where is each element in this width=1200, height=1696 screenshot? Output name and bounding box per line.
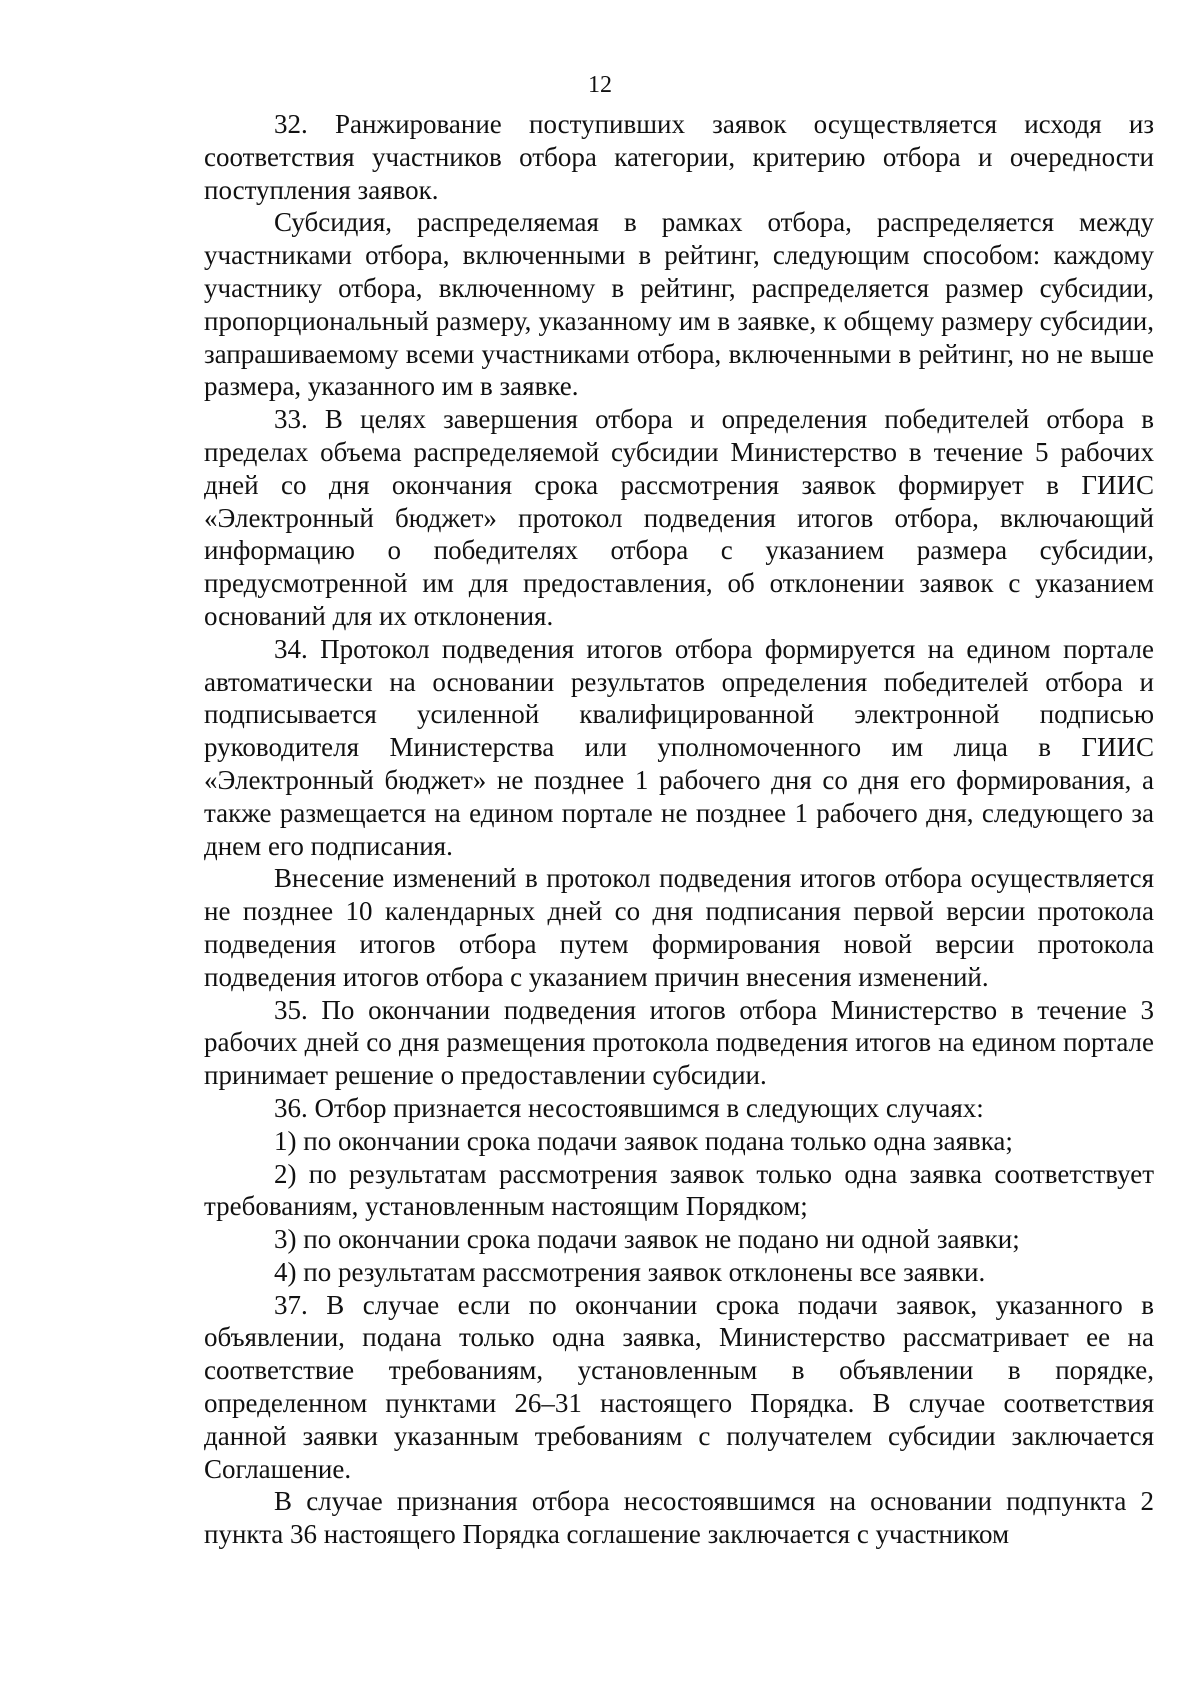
paragraph-36-item-4: 4) по результатам рассмотрения заявок отклонены все заявки.	[274, 1256, 986, 1287]
document-body	[204, 108, 1154, 1551]
paragraph-protocol-changes: Внесение изменений в протокол подведения итогов отбора осуществляется не позднее 10 календарных дней со дня подписания первой версии протокола подведения итогов отбора путем формирования новой версии протокола подведения итогов отбора с указанием причин внесения изменений.	[204, 863, 1154, 992]
paragraph-36-item-2: 2) по результатам рассмотрения заявок только одна заявка соответствует требованиям, установленным настоящим Порядком;	[204, 1158, 1154, 1222]
paragraph-subsidy-distribution: Субсидия, распределяемая в рамках отбора, распределяется между участниками отбора, включенными в рейтинг, следующим способом: каждому участнику отбора, включенному в рейтинг, распределяется размер субсидии, пропорциональный размеру, указанному им в заявке, к общему размеру субсидии, запрашиваемому всеми участниками отбора, включенными в рейтинг, но не выше размера, указанного им в заявке.	[204, 207, 1154, 402]
paragraph-36-item-3: 3) по окончании срока подачи заявок не подано ни одной заявки;	[274, 1224, 1020, 1255]
paragraph-36: 36. Отбор признается несостоявшимся в следующих случаях:	[274, 1092, 984, 1123]
paragraph-37: 37. В случае если по окончании срока подачи заявок, указанного в объявлении, подана только одна заявка, Министерство рассматривает ее на соответствие требованиям, установленным в объявлении в порядке, определенном пунктами 26–31 настоящего Порядка. В случае соответствия данной заявки указанным требованиям с получателем субсидии заключается Соглашение.	[204, 1289, 1154, 1484]
paragraph-33: 33. В целях завершения отбора и определения победителей отбора в пределах объема распределяемой субсидии Министерство в течение 5 рабочих дней со дня окончания срока рассмотрения заявок формирует в ГИИС «Электронный бюджет» протокол подведения итогов отбора, включающий информацию о победителях отбора с указанием размера субсидии, предусмотренной им для предоставления, об отклонении заявок с указанием оснований для их отклонения.	[204, 404, 1154, 631]
paragraph-32: 32. Ранжирование поступивших заявок осуществляется исходя из соответствия участников отбора категории, критерию отбора и очередности поступления заявок.	[204, 109, 1154, 205]
paragraph-36-item-1: 1) по окончании срока подачи заявок подана только одна заявка;	[274, 1125, 1013, 1156]
paragraph-34: 34. Протокол подведения итогов отбора формируется на едином портале автоматически на основании результатов определения победителей отбора и подписывается усиленной квалифицированной электронной подписью руководителя Министерства или уполномоченного им лица в ГИИС «Электронный бюджет» не позднее 1 рабочего дня со дня его формирования, а также размещается на едином портале не позднее 1 рабочего дня, следующего за днем его подписания.	[204, 633, 1154, 861]
page-number: 12	[588, 72, 612, 98]
paragraph-failed-selection-agreement: В случае признания отбора несостоявшимся на основании подпункта 2 пункта 36 настоящего Порядка соглашение заключается с участником	[204, 1486, 1154, 1550]
paragraph-35: 35. По окончании подведения итогов отбора Министерство в течение 3 рабочих дней со дня размещения протокола подведения итогов на едином портале принимает решение о предоставлении субсидии.	[204, 994, 1154, 1091]
